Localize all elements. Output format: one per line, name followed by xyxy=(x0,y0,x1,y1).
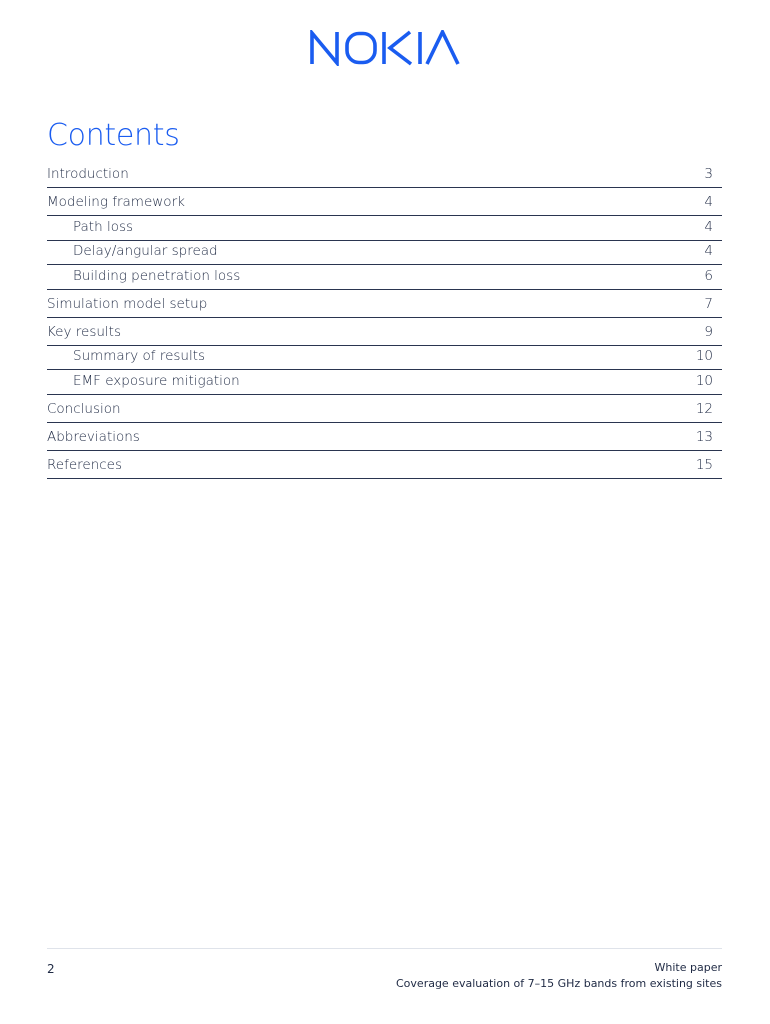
toc-entry-label: Delay/angular spread xyxy=(73,243,218,259)
toc-entry[interactable] xyxy=(47,318,722,346)
toc-entry[interactable] xyxy=(47,265,722,290)
toc-entry[interactable] xyxy=(47,290,722,318)
toc-entry[interactable] xyxy=(47,162,722,188)
table-of-contents xyxy=(47,162,722,479)
toc-entry[interactable] xyxy=(47,188,722,216)
nokia-logo xyxy=(0,30,770,66)
toc-entry-page: 10 xyxy=(695,348,713,364)
toc-entry-page: 7 xyxy=(704,295,713,312)
toc-entry[interactable] xyxy=(47,451,722,479)
toc-entry[interactable] xyxy=(47,395,722,423)
toc-entry-label: Building penetration loss xyxy=(73,267,241,284)
toc-entry[interactable] xyxy=(47,370,722,395)
footer-divider xyxy=(47,948,722,949)
toc-entry-page: 4 xyxy=(704,194,713,210)
page-number: 2 xyxy=(47,962,55,976)
toc-entry-page: 15 xyxy=(695,456,713,473)
toc-entry[interactable] xyxy=(47,241,722,266)
toc-entry-page: 12 xyxy=(695,400,713,417)
toc-entry-label: Summary of results xyxy=(73,348,206,364)
nokia-logo-icon xyxy=(310,30,460,66)
contents-title: Contents xyxy=(47,118,180,153)
footer-doc-type: White paper xyxy=(654,961,722,974)
toc-entry-page: 4 xyxy=(704,243,713,259)
toc-entry-label: Simulation model setup xyxy=(47,295,208,312)
toc-entry-page: 9 xyxy=(704,323,713,340)
toc-entry-page: 4 xyxy=(704,218,713,235)
toc-entry-label: Key results xyxy=(47,323,121,340)
toc-entry-label: Conclusion xyxy=(47,400,121,417)
toc-entry-page: 6 xyxy=(704,267,713,284)
toc-entry-label: Introduction xyxy=(47,166,129,182)
toc-entry-page: 10 xyxy=(695,372,713,389)
toc-entry[interactable] xyxy=(47,346,722,371)
footer-document-info xyxy=(396,960,722,992)
footer-doc-title: Coverage evaluation of 7–15 GHz bands from existing sites xyxy=(396,977,722,990)
toc-entry[interactable] xyxy=(47,423,722,451)
toc-entry-label: Abbreviations xyxy=(47,428,140,445)
toc-entry[interactable] xyxy=(47,216,722,241)
toc-entry-label: Modeling framework xyxy=(47,194,185,210)
toc-entry-label: Path loss xyxy=(73,218,134,235)
toc-entry-page: 3 xyxy=(704,166,713,182)
toc-entry-label: EMF exposure mitigation xyxy=(73,372,240,389)
toc-entry-page: 13 xyxy=(695,428,713,445)
toc-entry-label: References xyxy=(47,456,123,473)
